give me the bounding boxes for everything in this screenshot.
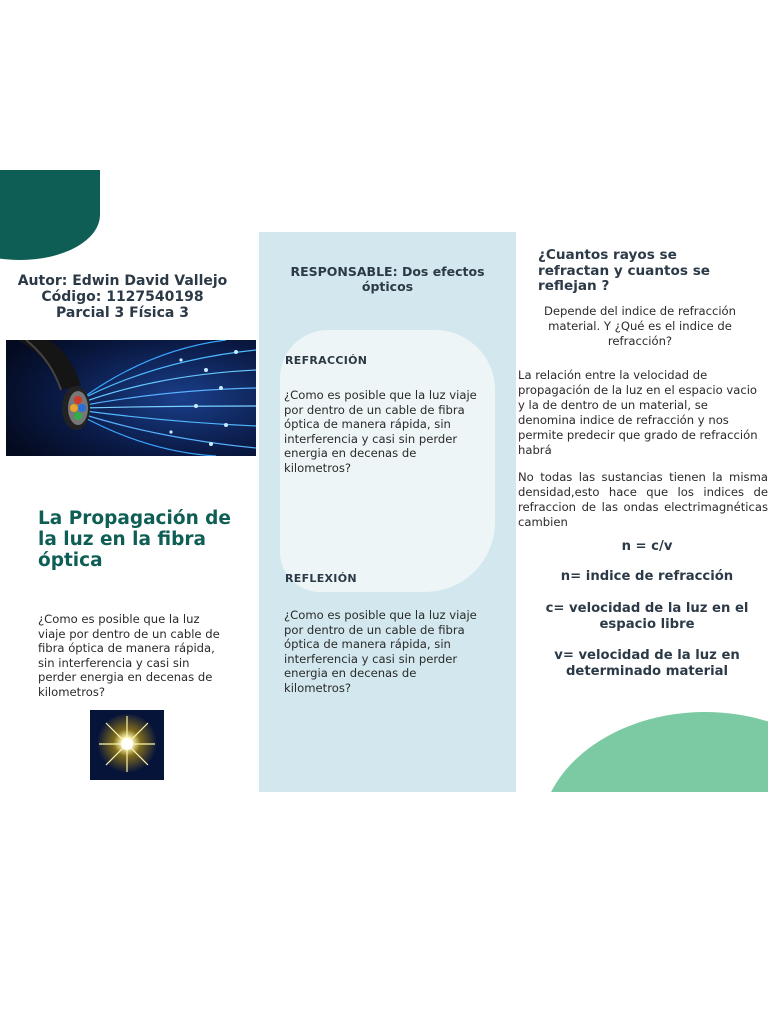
author-block <box>10 273 235 321</box>
formula: n = c/v <box>621 539 673 554</box>
formula-def-n: n= indice de refracción <box>560 569 734 584</box>
responsable-header: RESPONSABLE: Dos efectos ópticos <box>290 264 485 294</box>
author-code: Código: 1127540198 <box>41 289 204 305</box>
rays-question-title: ¿Cuantos rayos se refractan y cuantos se reflejan ? <box>538 247 711 294</box>
intro-question: ¿Como es posible que la luz viaje por dentro de un cable de fibra óptica de manera rápida, sin interferencia y casi sin perder energia en decenas de kilometros? <box>38 612 220 699</box>
refraction-index-intro: Depende del indice de refracción material. Y ¿Qué es el indice de refracción? <box>543 304 736 348</box>
author-name: Autor: Edwin David Vallejo <box>17 273 228 289</box>
reflexion-text: ¿Como es posible que la luz viaje por dentro de un cable de fibra óptica de manera rápida, sin interferencia y casi sin perder energia en decenas de kilometros? <box>284 608 477 695</box>
main-title: La Propagación de la luz en la fibra óptica <box>38 508 231 571</box>
refraccion-heading: REFRACCIÓN <box>285 354 368 367</box>
course-name: Parcial 3 Física 3 <box>56 305 189 321</box>
refraccion-text: ¿Como es posible que la luz viaje por dentro de un cable de fibra óptica de manera rápida, sin interferencia y casi sin perder energia en decenas de kilometros? <box>284 388 477 475</box>
formula-def-v: v= velocidad de la luz en determinado material <box>554 648 740 679</box>
formula-def-c: c= velocidad de la luz en el espacio libre <box>545 601 749 632</box>
density-note: No todas las sustancias tienen la misma densidad,esto hace que los indices de refraccion de las ondas electrimagnéticas cambien <box>518 470 768 529</box>
refraction-index-definition: La relación entre la velocidad de propagación de la luz en el espacio vacio y la de dentro de un material, se denomina indice de refracción y nos permite predecir que grado de refracción habrá <box>518 368 758 457</box>
decorative-teal-arc <box>0 170 100 260</box>
light-star-image <box>90 710 164 780</box>
fiber-optic-cable-image <box>6 340 256 456</box>
reflexion-heading: REFLEXIÓN <box>285 572 357 585</box>
